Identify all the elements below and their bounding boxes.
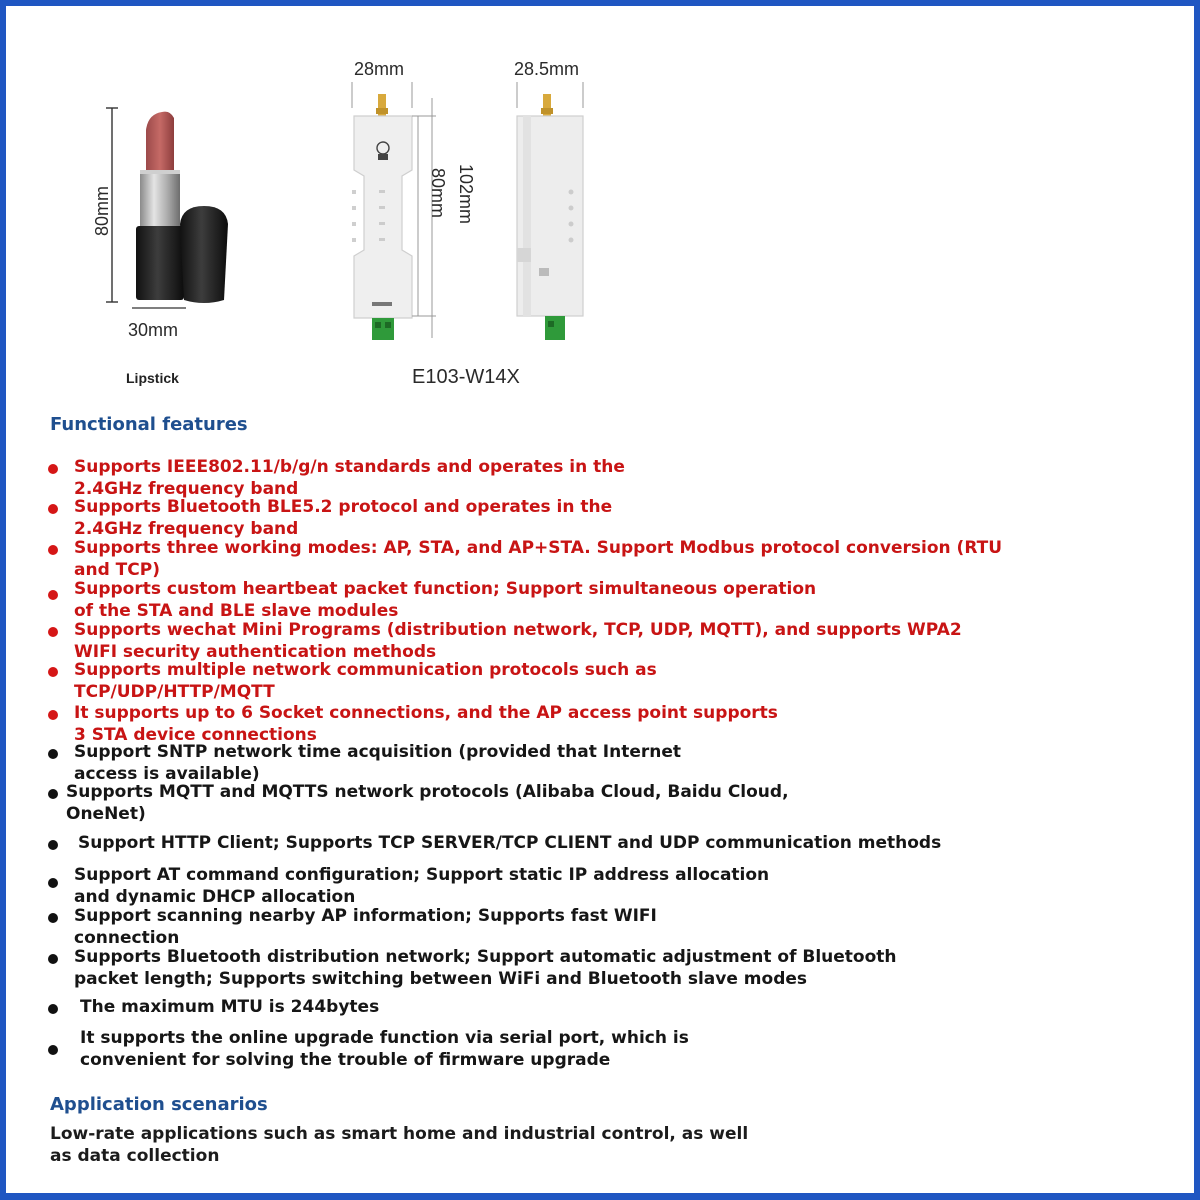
feature-text: Supports multiple network communication protocols such as TCP/UDP/HTTP/MQTT <box>74 660 657 702</box>
bullet-dot-icon <box>48 840 58 850</box>
feature-text: The maximum MTU is 244bytes <box>80 997 380 1017</box>
feature-text: It supports the online upgrade function via serial port, which is convenient for solving the trouble of firmware upgrade <box>80 1028 689 1070</box>
feature-text: Support SNTP network time acquisition (provided that Internet access is available) <box>74 742 682 784</box>
bullet-dot-icon <box>48 878 58 888</box>
bullet-dot-icon <box>48 504 58 514</box>
feature-text: Supports Bluetooth distribution network; Support automatic adjustment of Bluetooth packet length; Supports switching between WiFi and Bluetooth slave modes <box>74 947 897 989</box>
bullet-dot-icon <box>48 710 58 720</box>
bullet-dot-icon <box>48 913 58 923</box>
device-model-caption: E103-W14X <box>412 366 520 388</box>
bullet-dot-icon <box>48 627 58 637</box>
feature-text: Supports custom heartbeat packet function; Support simultaneous operation of the STA and BLE slave modules <box>74 579 817 621</box>
feature-text: Supports IEEE802.11/b/g/n standards and operates in the 2.4GHz frequency band <box>74 457 625 499</box>
side-width-label: 28.5mm <box>514 59 580 79</box>
bullet-dot-icon <box>48 545 58 555</box>
lipstick-height-label: 80mm <box>92 185 112 236</box>
bullet-dot-icon <box>48 1045 58 1055</box>
bullet-dot-icon <box>48 464 58 474</box>
front-width-label: 28mm <box>354 59 405 79</box>
functional-features-heading: Functional features <box>50 414 248 435</box>
bullet-dot-icon <box>48 1004 58 1014</box>
application-scenarios-text: Low-rate applications such as smart home and industrial control, as well as data collection <box>50 1124 749 1166</box>
lipstick-image <box>100 100 240 315</box>
total-height-label: 102mm <box>456 164 476 225</box>
device-side-image <box>505 78 595 348</box>
lipstick-width-label: 30mm <box>128 320 179 340</box>
bullet-dot-icon <box>48 954 58 964</box>
feature-text: Supports three working modes: AP, STA, and AP+STA. Support Modbus protocol conversion (RTU and TCP) <box>74 538 1003 580</box>
size-comparison-figure <box>0 0 1200 400</box>
application-scenarios-heading: Application scenarios <box>50 1094 268 1115</box>
feature-text: It supports up to 6 Socket connections, and the AP access point supports 3 STA device connections <box>74 703 778 745</box>
bullet-dot-icon <box>48 667 58 677</box>
bullet-dot-icon <box>48 749 58 759</box>
body-height-label: 80mm <box>428 168 448 219</box>
feature-text: Supports Bluetooth BLE5.2 protocol and operates in the 2.4GHz frequency band <box>74 497 613 539</box>
feature-text: Support AT command configuration; Support static IP address allocation and dynamic DHCP allocation <box>74 865 770 907</box>
bullet-dot-icon <box>48 789 58 799</box>
feature-text: Supports MQTT and MQTTS network protocols (Alibaba Cloud, Baidu Cloud, OneNet) <box>66 782 789 824</box>
feature-text: Support scanning nearby AP information; Supports fast WIFI connection <box>74 906 657 948</box>
bullet-dot-icon <box>48 590 58 600</box>
feature-text: Supports wechat Mini Programs (distribution network, TCP, UDP, MQTT), and supports WPA2 WIFI security authentication methods <box>74 620 962 662</box>
lipstick-caption: Lipstick <box>126 370 179 386</box>
feature-text: Support HTTP Client; Supports TCP SERVER/TCP CLIENT and UDP communication methods <box>78 833 942 853</box>
